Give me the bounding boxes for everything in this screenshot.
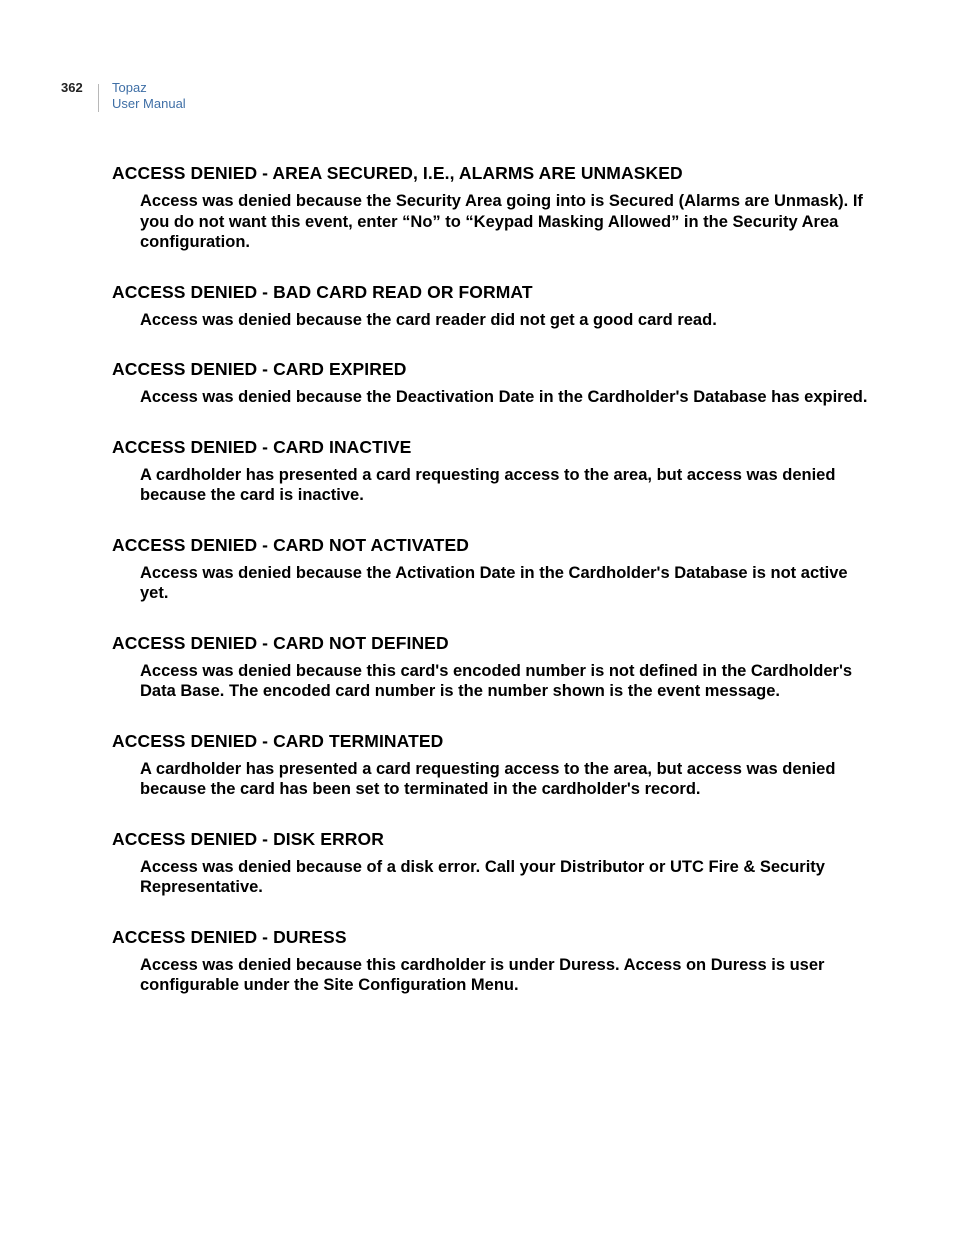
event-heading: ACCESS DENIED - CARD TERMINATED	[112, 730, 444, 751]
page-number: 362	[61, 80, 83, 95]
event-heading: ACCESS DENIED - CARD EXPIRED	[112, 359, 407, 379]
event-entry	[112, 730, 872, 800]
event-heading: ACCESS DENIED - CARD NOT DEFINED	[112, 632, 449, 653]
event-description: A cardholder has presented a card requesting access to the area, but access was denied because the card is inactive.	[140, 465, 836, 504]
event-heading: ACCESS DENIED - CARD INACTIVE	[112, 436, 412, 457]
event-entry	[112, 436, 872, 506]
event-heading: ACCESS DENIED - CARD NOT ACTIVATED	[112, 534, 469, 555]
event-entry	[112, 926, 872, 996]
event-entry	[112, 534, 872, 604]
event-description: Access was denied because this card's encoded number is not defined in the Cardholder's Data Base. The encoded card number is the number shown is the event message.	[140, 661, 853, 700]
event-description: Access was denied because the Deactivation Date in the Cardholder's Database has expired.	[140, 388, 868, 406]
event-entry	[112, 281, 872, 331]
event-entry	[112, 162, 872, 253]
event-definitions	[112, 162, 872, 1024]
event-entry	[112, 828, 872, 898]
event-description: Access was denied because the Security Area going into is Secured (Alarms are Unmask). If you do not want this event, enter “No” to “Keypad Masking Allowed” in the Security Area configuration.	[140, 192, 863, 251]
event-entry	[112, 632, 872, 702]
header-divider	[98, 84, 99, 112]
event-heading: ACCESS DENIED - DURESS	[112, 926, 347, 947]
event-description: Access was denied because this cardholder is under Duress. Access on Duress is user configurable under the Site Configuration Menu.	[140, 955, 825, 994]
event-heading: ACCESS DENIED - DISK ERROR	[112, 828, 384, 849]
page-header	[0, 78, 954, 118]
document-title	[112, 80, 186, 112]
product-name: Topaz	[112, 80, 147, 95]
event-description: Access was denied because of a disk error. Call your Distributor or UTC Fire & Security Representative.	[140, 857, 825, 896]
event-entry	[112, 358, 872, 408]
manual-name: User Manual	[112, 96, 186, 111]
event-description: A cardholder has presented a card requesting access to the area, but access was denied because the card has been set to terminated in the cardholder's record.	[140, 759, 836, 798]
event-heading: ACCESS DENIED - AREA SECURED, I.E., ALARMS ARE UNMASKED	[112, 163, 683, 183]
event-description: Access was denied because the Activation Date in the Cardholder's Database is not active yet.	[140, 563, 848, 602]
event-heading: ACCESS DENIED - BAD CARD READ OR FORMAT	[112, 281, 533, 302]
event-description: Access was denied because the card reader did not get a good card read.	[140, 310, 717, 329]
